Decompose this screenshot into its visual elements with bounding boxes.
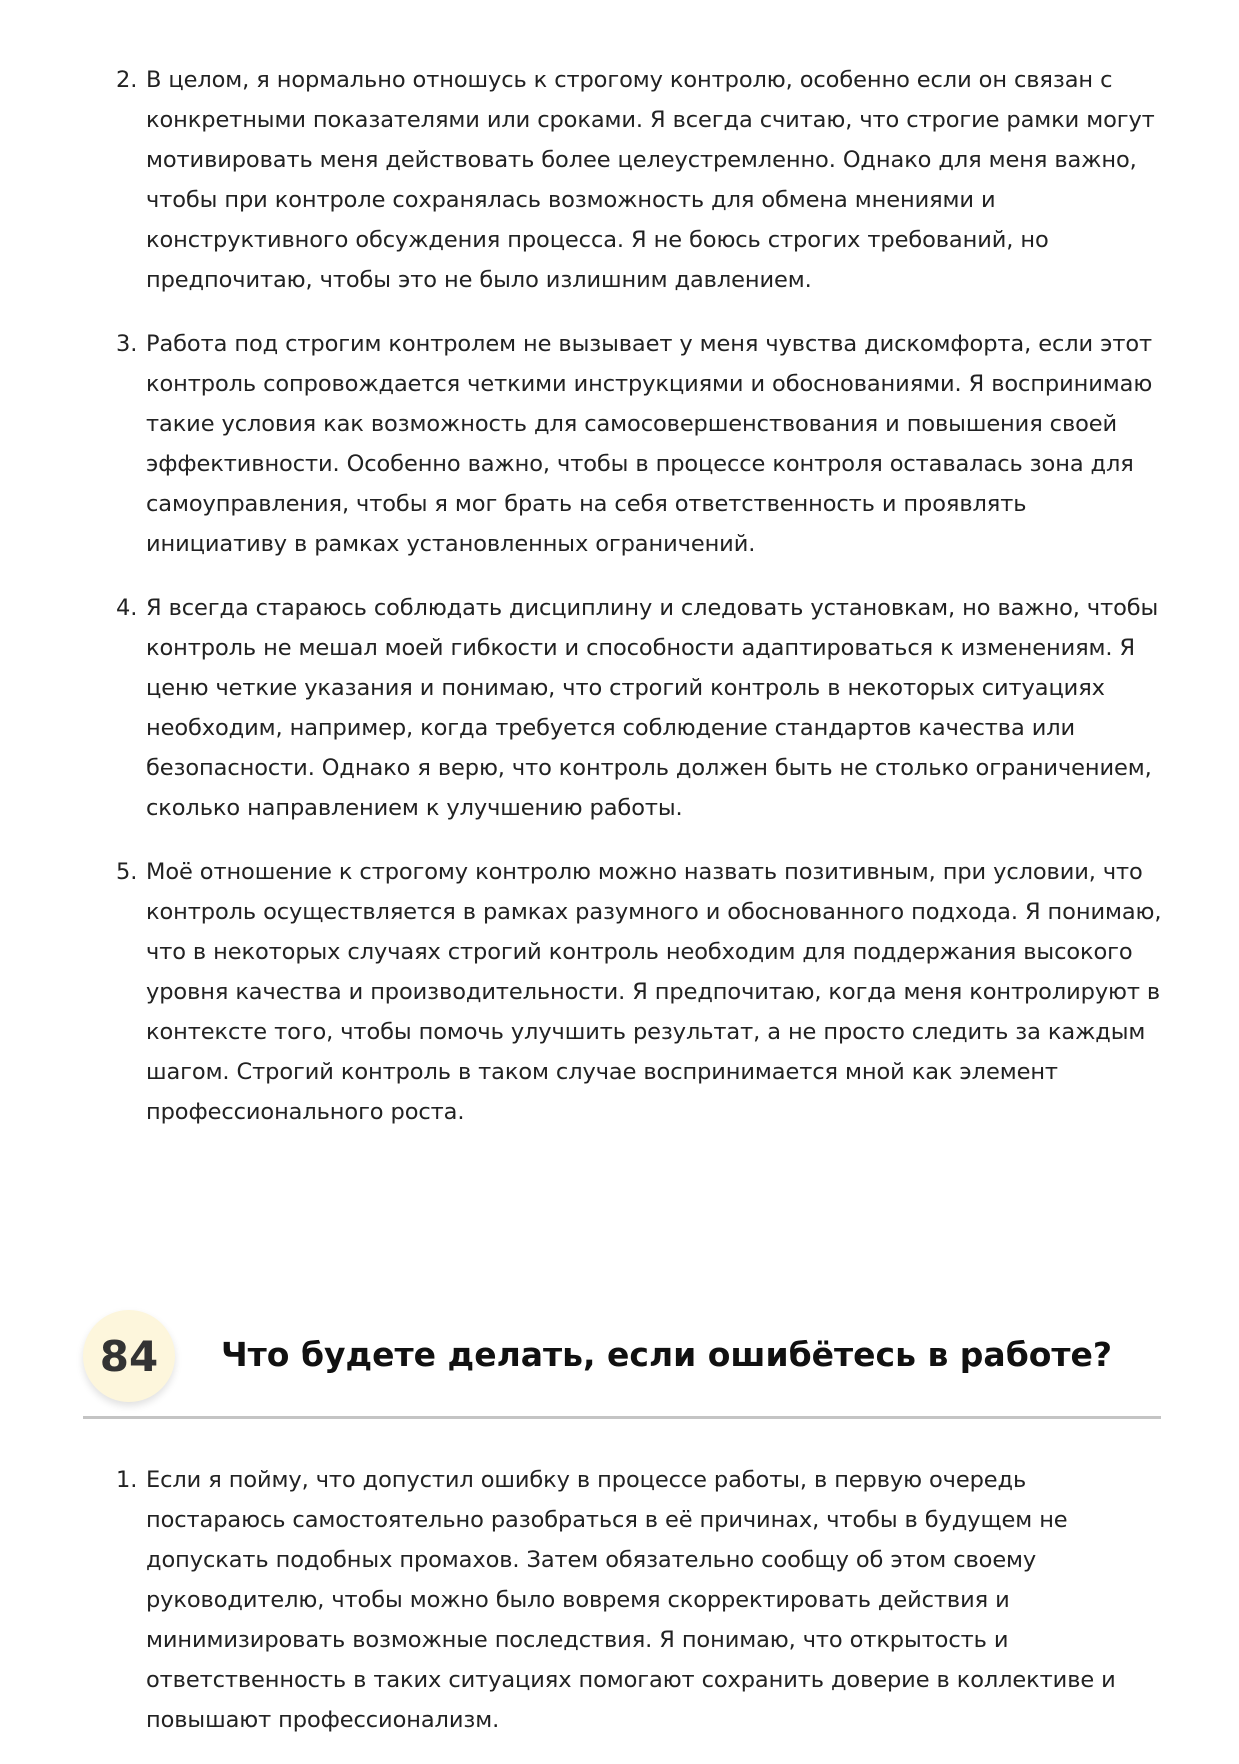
list-item-text: В целом, я нормально отношусь к строгому контролю, особенно если он связан с конкретными показателями или сроками. Я всегда считаю, что строгие рамки могут мотивировать меня действовать более целеустремленно. Однако для меня важно, чтобы при контроле сохранялась возможность для обмена мнениями и конструктивного обсуждения процесса. Я не боюсь строгих требований, но предпочитаю, чтобы это не было излишним давлением. (146, 67, 1155, 293)
question-title: Что будете делать, если ошибётесь в работе? (221, 1335, 1113, 1374)
list-item-number: 3. (116, 331, 138, 357)
list-item-text: Работа под строгим контролем не вызывает у меня чувства дискомфорта, если этот контроль сопровождается четкими инструкциями и обоснованиями. Я воспринимаю такие условия как возможность для самосовершенствования и повышения своей эффективности. Особенно важно, чтобы в процессе контроля оставалась зона для самоуправления, чтобы я мог брать на себя ответственность и проявлять инициативу в рамках установленных ограничений. (146, 331, 1153, 557)
list-item-number: 1. (116, 1467, 138, 1493)
list-item-text: Моё отношение к строгому контролю можно назвать позитивным, при условии, что контроль осуществляется в рамках разумного и обоснованного подхода. Я понимаю, что в некоторых случаях строгий контроль необходим для поддержания высокого уровня качества и производительности. Я предпочитаю, когда меня контролируют в контексте того, чтобы помочь улучшить результат, а не просто следить за каждым шагом. Строгий контроль в таком случае воспринимается мной как элемент профессионального роста. (146, 859, 1162, 1125)
list-item (116, 1460, 1166, 1740)
list-item-number: 5. (116, 859, 138, 885)
list-item (116, 324, 1166, 564)
list-item (116, 60, 1166, 300)
answer-list-current-question (116, 1460, 1166, 1764)
list-item-text: Если я пойму, что допустил ошибку в процессе работы, в первую очередь постараюсь самостоятельно разобраться в её причинах, чтобы в будущем не допускать подобных промахов. Затем обязательно сообщу об этом своему руководителю, чтобы можно было вовремя скорректировать действия и минимизировать возможные последствия. Я понимаю, что открытость и ответственность в таких ситуациях помогают сохранить доверие в коллективе и повышают профессионализм. (146, 1467, 1116, 1733)
list-item-number: 2. (116, 67, 138, 93)
question-number-badge: 84 (83, 1310, 175, 1402)
list-item-number: 4. (116, 595, 138, 621)
divider (83, 1416, 1161, 1419)
list-item-text: Я всегда стараюсь соблюдать дисциплину и следовать установкам, но важно, чтобы контроль не мешал моей гибкости и способности адаптироваться к изменениям. Я ценю четкие указания и понимаю, что строгий контроль в некоторых ситуациях необходим, например, когда требуется соблюдение стандартов качества или безопасности. Однако я верю, что контроль должен быть не столько ограничением, сколько направлением к улучшению работы. (146, 595, 1159, 821)
list-item (116, 852, 1166, 1132)
answer-list-previous-question (116, 60, 1166, 1156)
question-header (83, 1310, 1161, 1418)
list-item (116, 588, 1166, 828)
